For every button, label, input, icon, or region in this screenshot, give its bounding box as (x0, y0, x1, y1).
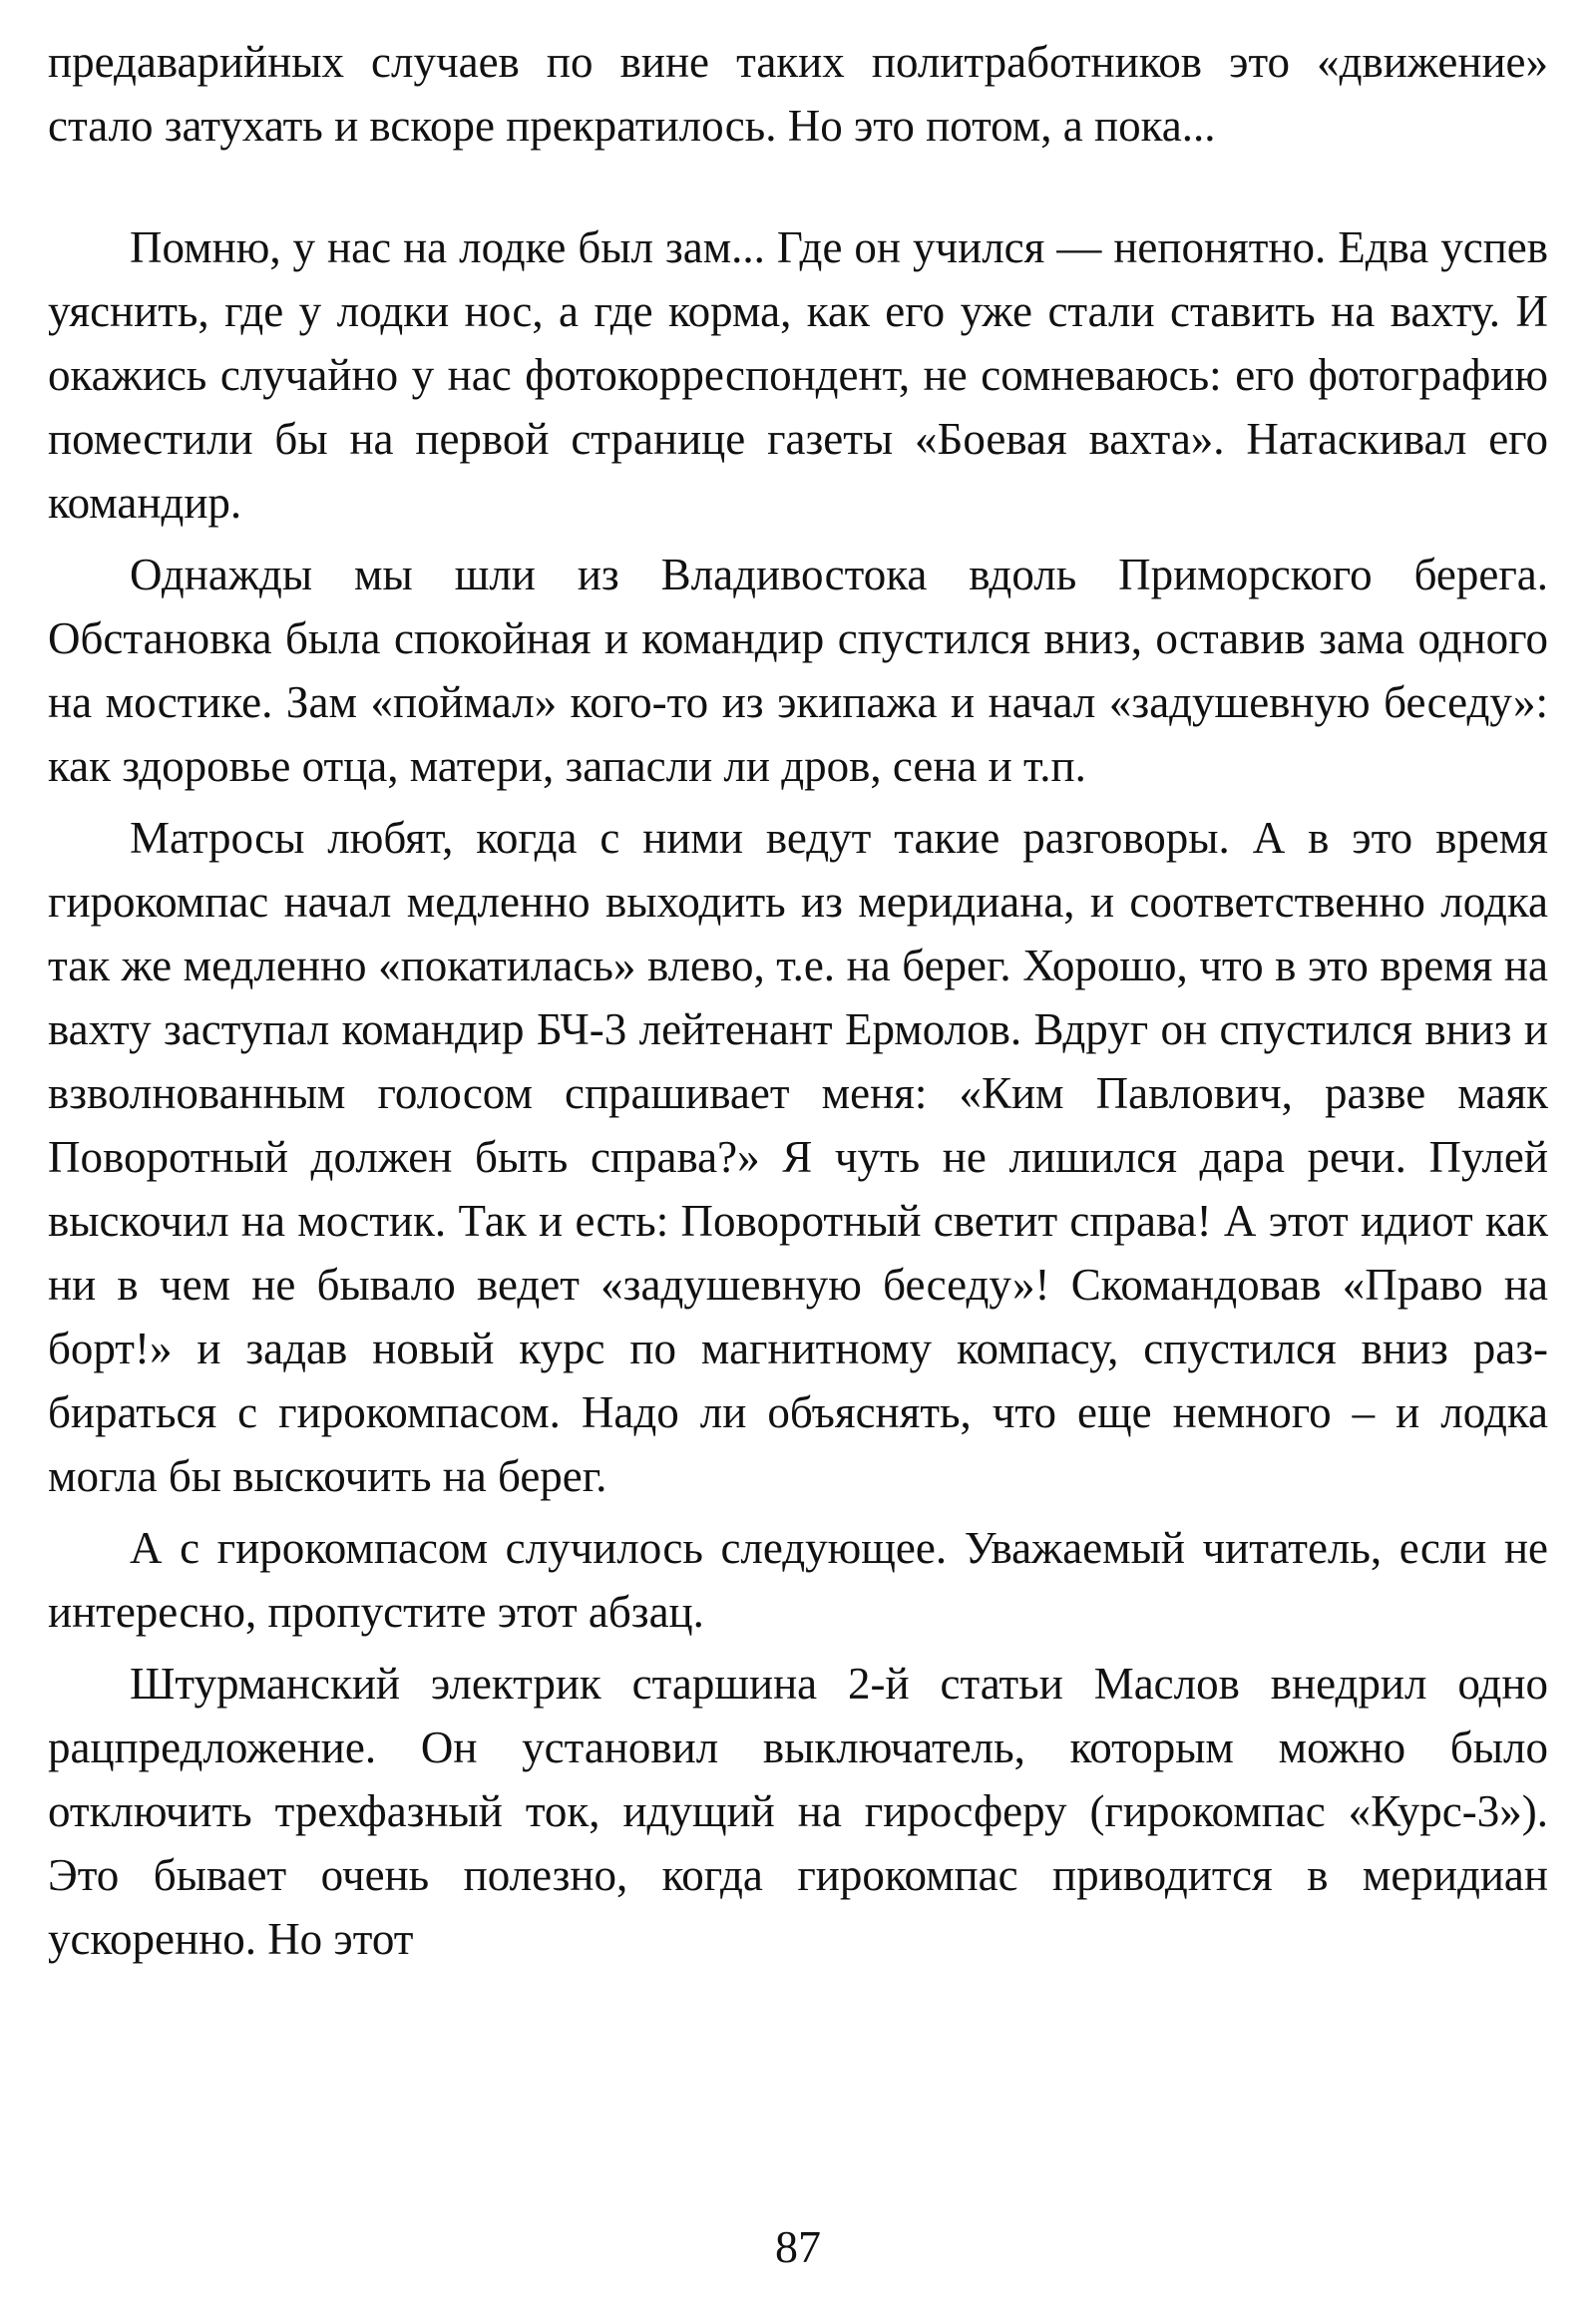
page-number: 87 (775, 2221, 821, 2272)
paragraph-6: Штурманский электрик старшина 2-й статьи Маслов внедрил одно рацпредложение. Он установил выключатель, которым можно было отключить трехфазный ток, идущий на гиросферу (гирокомпас «Курс-3»). Это бывает очень полезно, когда гирокомпас приводится в меридиан ускоренно. Но этот (48, 1659, 1548, 1964)
paragraph-2: Помню, у нас на лодке был зам... Где он учился — непонятно. Едва успев уяснить, где у лодки нос, а где корма, как его уже стали ставить на вахту. И окажись случайно у нас фотокорреспондент, не сомневаюсь: его фотографию поместили бы на первой странице газеты «Боевая вахта». Натаскивал его командир. (48, 222, 1548, 528)
paragraph-3: Однажды мы шли из Владивостока вдоль Приморского берега. Обстановка была спокойная и командир спустился вниз, оставив зама одного на мостике. Зам «поймал» кого-то из экипажа и начал «задушевную беседу»: как здоровье отца, матери, запасли ли дров, сена и т.п. (48, 550, 1548, 791)
paragraph-4: Матросы любят, когда с ними ведут такие разговоры. А в это время гирокомпас начал медленно выходить из меридиана, и соответственно лодка так же медленно «покатилась» влево, т.е. на берег. Хорошо, что в это время на вахту заступал командир БЧ-3 лейтенант Ермолов. Вдруг он спустился вниз и взволнованным голосом спрашивает меня: «Ким Павлович, разве маяк Поворотный должен быть справа?» Я чуть не лишился дара речи. Пулей выскочил на мостик. Так и есть: Поворотный светит справа! А этот идиот как ни в чем не бывало ведет «задушевную беседу»! Скомандовав «Право на борт!» и задав новый курс по магнитному компасу, спустился вниз разбираться с гирокомпасом. Надо ли объяснять, что еще немного – и лодка могла бы выскочить на берег. (48, 813, 1548, 1501)
paragraph-5: А с гирокомпасом случилось следующее. Уважаемый читатель, если не интересно, пропустите этот абзац. (48, 1523, 1548, 1637)
book-page (48, 30, 1548, 2274)
paragraph-1: предаварийных случаев по вине таких политработников это «движение» стало затухать и вскоре прекратилось. Но это потом, а пока... (48, 37, 1548, 151)
